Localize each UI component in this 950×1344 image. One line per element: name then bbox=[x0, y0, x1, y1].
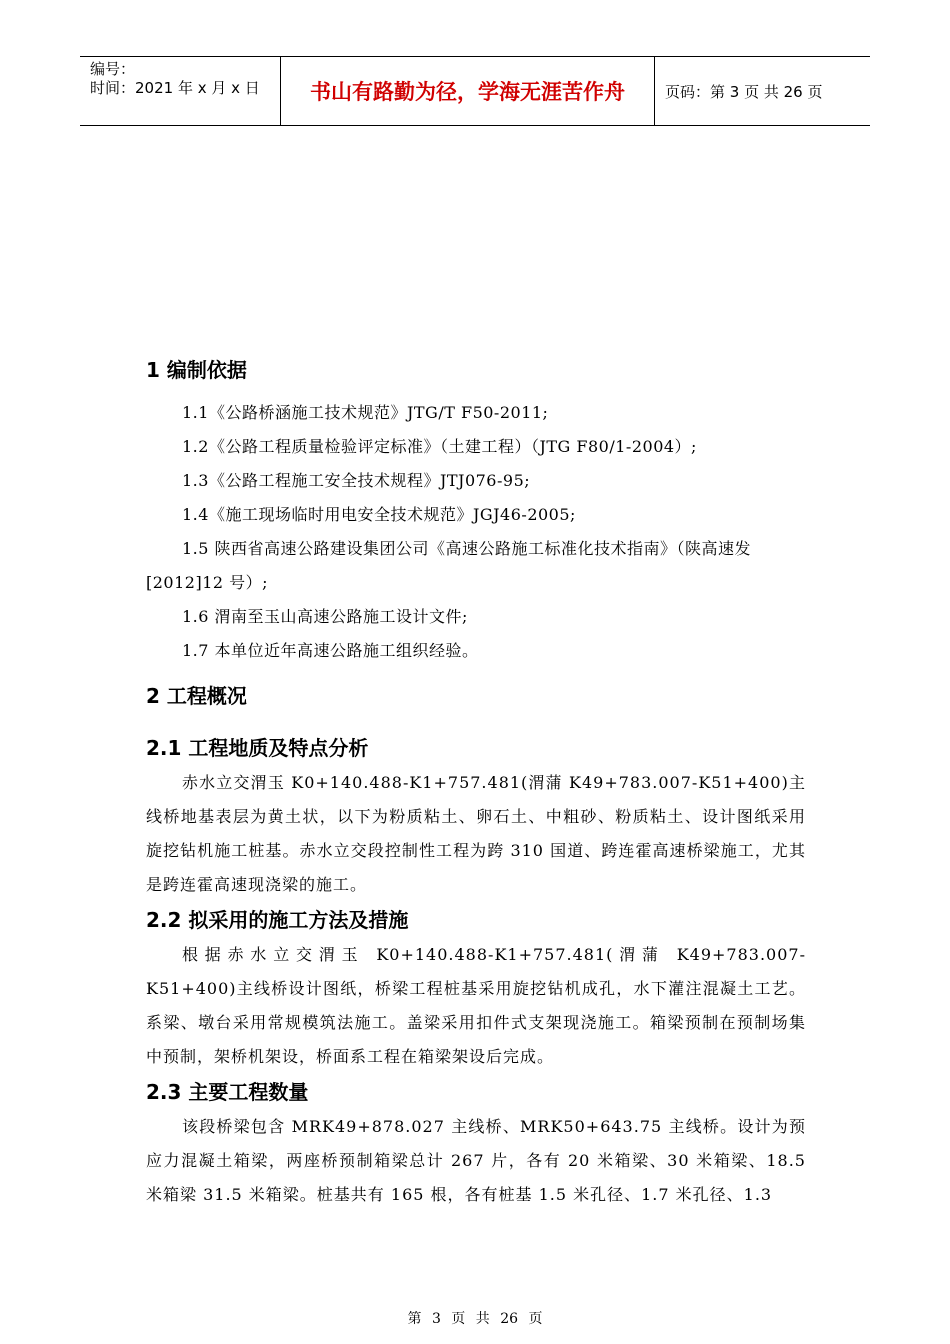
reference-item: 1.4《施工现场临时用电安全技术规范》JGJ46-2005; bbox=[182, 505, 576, 524]
reference-item: 1.7 本单位近年高速公路施工组织经验。 bbox=[182, 641, 479, 660]
reference-item: 1.5 陕西省高速公路建设集团公司《高速公路施工标准化技术指南》（陕高速发[2012]12 号）; bbox=[146, 539, 752, 592]
reference-item: 1.1《公路桥涵施工技术规范》JTG/T F50-2011; bbox=[182, 403, 549, 422]
header-divider bbox=[654, 57, 655, 125]
reference-item: 1.6 渭南至玉山高速公路施工设计文件; bbox=[182, 607, 468, 626]
document-body bbox=[146, 350, 806, 1212]
page-header bbox=[80, 56, 870, 126]
number-label: 编号： bbox=[90, 60, 136, 78]
header-motto: 书山有路勤为径，学海无涯苦作舟 bbox=[310, 80, 625, 104]
reference-item: 1.3《公路工程施工安全技术规程》JTJ076-95; bbox=[182, 471, 531, 490]
subsection-title: 2.1 工程地质及特点分析 bbox=[146, 736, 369, 760]
subsection-title: 2.2 拟采用的施工方法及措施 bbox=[146, 908, 409, 932]
section-title: 1 编制依据 bbox=[146, 358, 247, 382]
page-footer: 第 3 页 共 26 页 bbox=[407, 1311, 543, 1327]
subsection-title: 2.3 主要工程数量 bbox=[146, 1080, 309, 1104]
paragraph: 该段桥梁包含 MRK49+878.027 主线桥、MRK50+643.75 主线桥。设计为预应力混凝土箱梁，两座桥预制箱梁总计 267 片，各有 20 米箱梁、30 米箱梁、18.5 米箱梁 31.5 米箱梁。桩基共有 165 根，各有桩基 1.5 米孔径、1.7 米孔径、1.3 bbox=[146, 1117, 806, 1204]
paragraph: 根据赤水立交渭玉 K0+140.488-K1+757.481(渭蒲 K49+783.007-K51+400)主线桥设计图纸，桥梁工程桩基采用旋挖钻机成孔，水下灌注混凝土工艺。系梁、墩台采用常规模筑法施工。盖梁采用扣件式支架现浇施工。箱梁预制在预制场集中预制，架桥机架设，桥面系工程在箱梁架设后完成。 bbox=[146, 945, 806, 1066]
time-label: 时间：2021 年 x 月 x 日 bbox=[90, 79, 260, 97]
header-page-info: 页码：第 3 页 共 26 页 bbox=[665, 83, 823, 101]
paragraph: 赤水立交渭玉 K0+140.488-K1+757.481(渭蒲 K49+783.007-K51+400)主线桥地基表层为黄土状，以下为粉质粘土、卵石土、中粗砂、粉质粘土、设计图纸采用旋挖钻机施工桩基。赤水立交段控制性工程为跨 310 国道、跨连霍高速桥梁施工，尤其是跨连霍高速现浇梁的施工。 bbox=[146, 773, 806, 894]
header-meta bbox=[90, 60, 260, 98]
reference-item: 1.2《公路工程质量检验评定标准》（土建工程）（JTG F80/1-2004）; bbox=[182, 437, 697, 456]
section-title: 2 工程概况 bbox=[146, 684, 247, 708]
